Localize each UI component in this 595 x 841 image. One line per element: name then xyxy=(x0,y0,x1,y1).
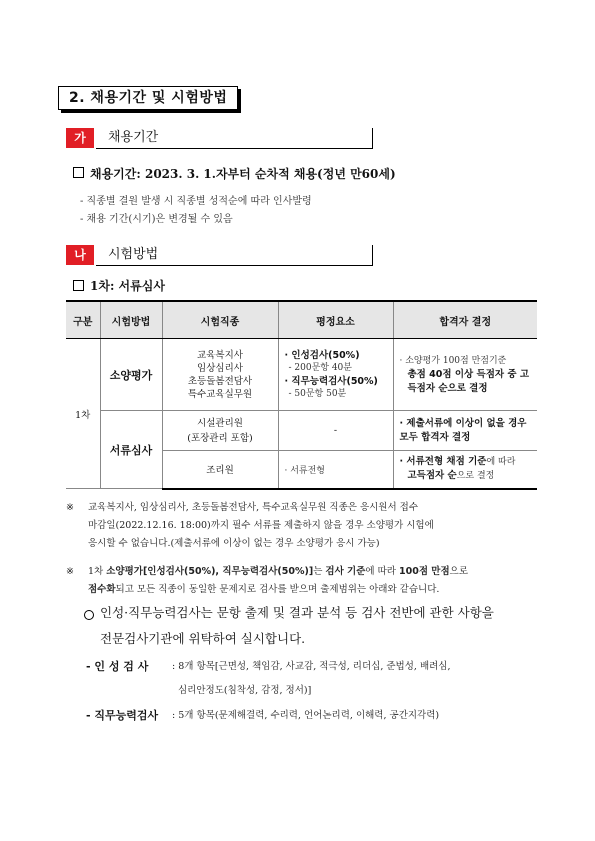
table-header: 구분 xyxy=(66,301,100,339)
job-item: 초등돌봄전담사 xyxy=(187,375,253,387)
elements-cell: · 서류전형 xyxy=(278,451,393,489)
circle-bullet-icon xyxy=(84,610,94,620)
element-title: · 인성검사(50%) xyxy=(284,349,360,361)
subsection-b-badge: 나 xyxy=(66,245,94,265)
subsection-b-title: 시험방법 xyxy=(108,247,159,262)
note-line: 응시할 수 없습니다.(제출서류에 이상이 없는 경우 소양평가 응시 가능) xyxy=(88,538,380,549)
job-item: 특수교육실무원 xyxy=(187,388,253,400)
jobs-cell: 조리원 xyxy=(162,451,278,489)
element-sub: - 50문항 50분 xyxy=(288,388,347,399)
decision-text: · 소양평가 100점 만점기준 xyxy=(399,355,507,366)
step1-heading: 1차: 서류심사 xyxy=(90,279,165,293)
note1-body xyxy=(88,499,548,553)
subsection-b-underline xyxy=(96,245,373,266)
note-text: 는 xyxy=(313,566,326,577)
note-line xyxy=(88,563,548,581)
section-title: 2. 채용기간 및 시험방법 xyxy=(58,86,238,110)
checkbox-icon xyxy=(73,280,84,291)
method-cell: 서류심사 xyxy=(100,411,162,489)
decision-bold: 고득점자 순 xyxy=(407,470,457,482)
list1-label: - 인 성 검 사 xyxy=(86,660,149,673)
method-cell: 소양평가 xyxy=(100,339,162,411)
decision-bold: · 서류전형 채점 기준 xyxy=(399,456,487,468)
circle-line-1: 인성·직무능력검사는 문항 출제 및 결과 분석 등 검사 전반에 관한 사항을 xyxy=(100,605,494,620)
table-header: 합격자 결정 xyxy=(393,301,537,339)
job-item: (포장관리 포함) xyxy=(187,432,253,444)
job-item: 시설관리원 xyxy=(197,417,243,429)
stage-cell: 1차 xyxy=(66,339,100,489)
jobs-cell xyxy=(162,411,278,451)
job-item: 임상심리사 xyxy=(197,362,243,374)
jobs-cell xyxy=(162,339,278,411)
elements-cell: - xyxy=(278,411,393,451)
decision-cell xyxy=(393,339,537,411)
note2-mark: ※ xyxy=(66,566,74,577)
exam-table xyxy=(66,300,537,490)
note-line: 교육복지사, 임상심리사, 초등돌봄전담사, 특수교육실무원 직종은 응시원서 접수 xyxy=(88,502,419,513)
period-bullet-2: - 채용 기간(시기)은 변경될 수 있음 xyxy=(80,214,233,225)
subsection-a-title: 채용기간 xyxy=(108,130,159,145)
decision-text: 에 따라 xyxy=(486,457,516,468)
table-header: 평정요소 xyxy=(278,301,393,339)
note-bold: 100점 만점 xyxy=(398,566,450,577)
decision-cell xyxy=(393,451,537,489)
list2-text: : 5개 항목(문제해결력, 수리력, 언어논리력, 이해력, 공간지각력) xyxy=(172,710,440,721)
note-text: 에 따라 xyxy=(365,566,399,577)
element-sub: - 200문항 40분 xyxy=(288,362,352,373)
element-title: · 직무능력검사(50%) xyxy=(284,375,378,387)
subsection-a-underline xyxy=(96,128,373,149)
list1-text: : 8개 항목[근면성, 책임감, 사교감, 적극성, 리더십, 준법성, 배려심, xyxy=(172,661,451,672)
list1-text-2: 심리안정도(침착성, 감정, 정서)] xyxy=(178,685,312,696)
checkbox-icon xyxy=(73,167,84,178)
period-heading: 채용기간: 2023. 3. 1.자부터 순차적 채용(정년 만60세) xyxy=(90,167,396,181)
note-text: 으로 xyxy=(449,566,469,577)
note-bold: 검사 기준 xyxy=(325,566,366,577)
decision-bold: 총점 40점 이상 득점자 중 고득점자 순으로 결정 xyxy=(407,368,530,394)
note-text: 1차 xyxy=(88,566,107,577)
note2-body xyxy=(88,563,548,599)
decision-text: 으로 결정 xyxy=(456,471,495,482)
job-item: 교육복지사 xyxy=(197,349,243,361)
subsection-a-badge: 가 xyxy=(66,128,94,148)
table-header: 시험방법 xyxy=(100,301,162,339)
note-text: 되고 모든 직종이 동일한 문제지로 검사를 받으며 출제범위는 아래와 같습니다. xyxy=(115,584,440,595)
note1-mark: ※ xyxy=(66,502,74,513)
note-line: 마감일(2022.12.16. 18:00)까지 필수 서류를 제출하지 않을 경우 소양평가 시험에 xyxy=(88,520,434,531)
list2-label: - 직무능력검사 xyxy=(86,709,159,722)
table-header: 시험직종 xyxy=(162,301,278,339)
circle-line-2: 전문검사기관에 위탁하여 실시합니다. xyxy=(100,631,306,646)
note-line xyxy=(88,581,548,599)
decision-cell: · 제출서류에 이상이 없을 경우 모두 합격자 결정 xyxy=(393,411,537,451)
elements-cell xyxy=(278,339,393,411)
note-bold: 소양평가[인성검사(50%), 직무능력검사(50%)] xyxy=(106,566,314,577)
note-bold: 점수화 xyxy=(88,584,116,595)
period-bullet-1: - 직종별 결원 발생 시 직종별 성적순에 따라 인사발령 xyxy=(80,196,312,207)
